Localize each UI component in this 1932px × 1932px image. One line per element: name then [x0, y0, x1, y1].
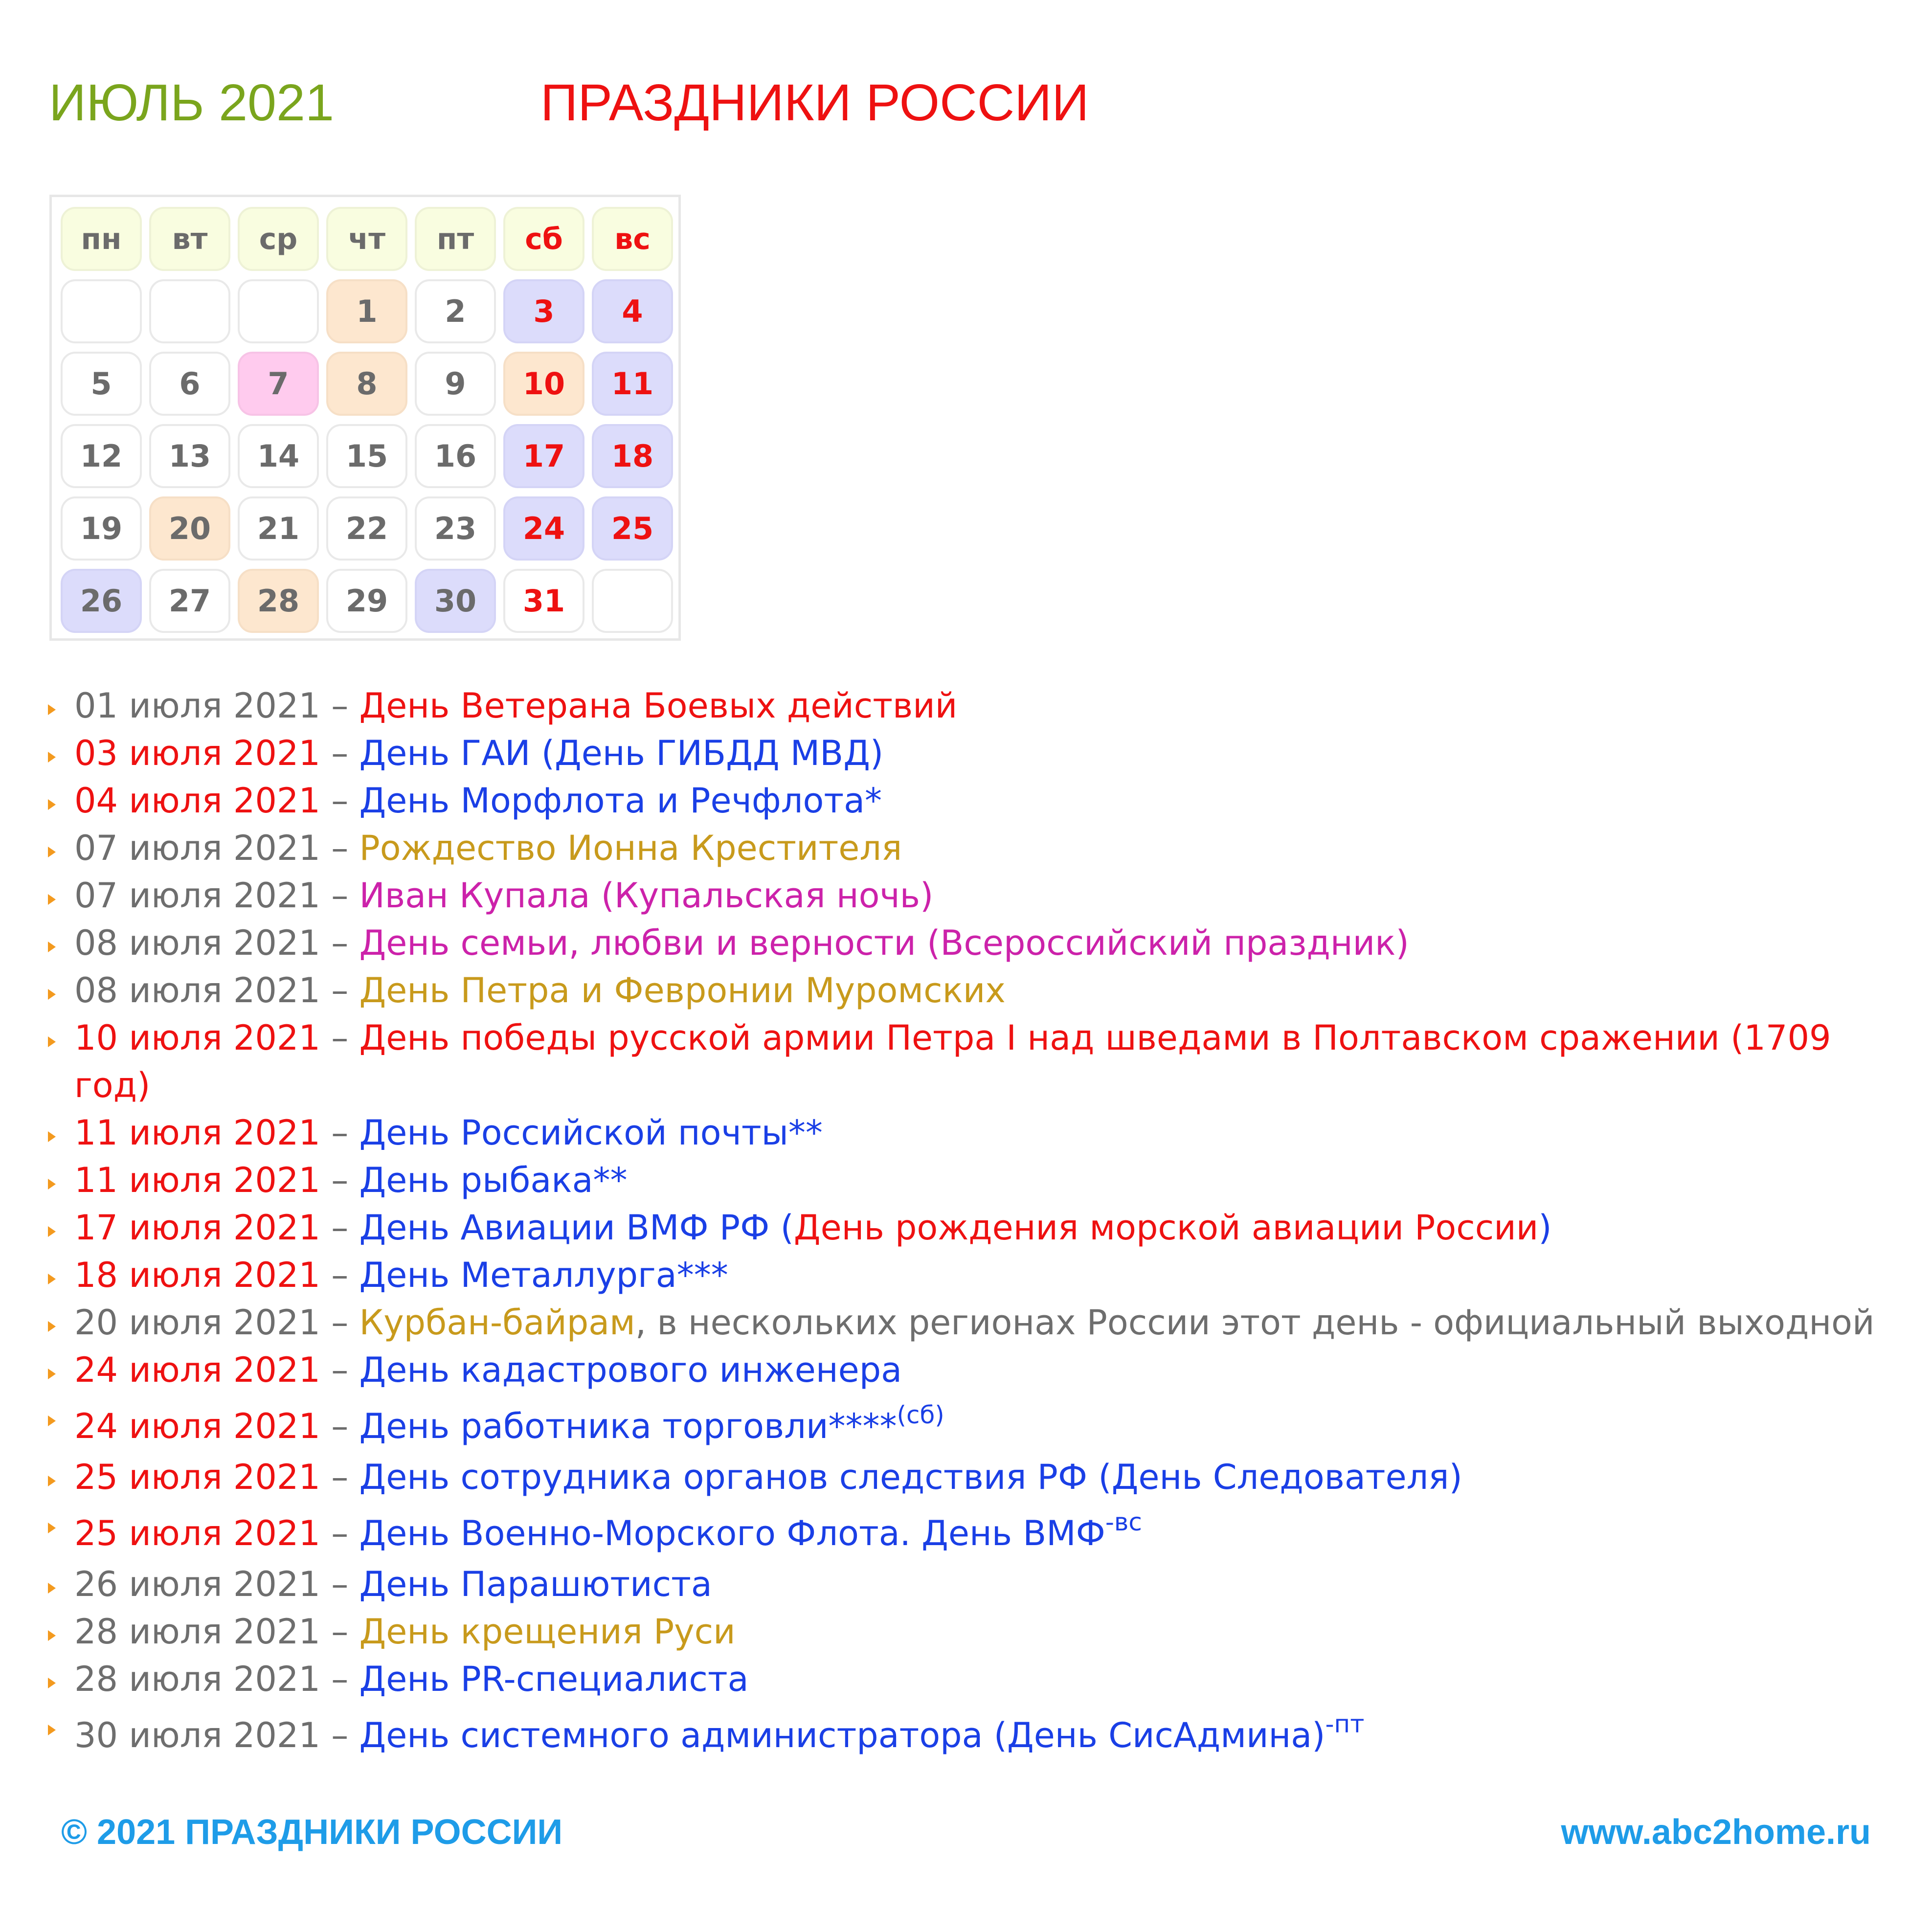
weekday-fri: пт: [415, 207, 496, 271]
event-title: День Петра и Февронии Муромских: [359, 970, 1006, 1011]
event-dash: –: [320, 1406, 359, 1446]
day-cell: 16: [415, 424, 496, 488]
month-calendar: [49, 195, 681, 641]
weekday-tue: вт: [149, 207, 230, 271]
day-cell: 24: [503, 496, 584, 561]
day-cell: 10: [503, 352, 584, 416]
day-cell: 27: [149, 569, 230, 633]
list-item: [0, 1403, 1932, 1454]
event-title: День семьи, любви и верности (Всероссийский праздник): [359, 923, 1409, 963]
event-superscript: (сб): [897, 1401, 944, 1429]
list-item: [0, 1299, 1932, 1347]
event-date: 08 июля 2021: [74, 923, 320, 963]
event-dash: –: [320, 1457, 359, 1497]
day-cell: 1: [326, 279, 407, 343]
event-date: 07 июля 2021: [74, 876, 320, 916]
list-item: [0, 1561, 1932, 1608]
day-cell: 25: [592, 496, 673, 561]
event-date: 07 июля 2021: [74, 828, 320, 868]
list-item: [0, 1656, 1932, 1703]
day-cell: 4: [592, 279, 673, 343]
day-cell: 8: [326, 352, 407, 416]
event-title: День системного администратора (День СисАдмина): [359, 1715, 1325, 1755]
day-cell: 19: [61, 496, 142, 561]
day-cell: 21: [238, 496, 319, 561]
event-date: 11 июля 2021: [74, 1160, 320, 1200]
event-date: 08 июля 2021: [74, 970, 320, 1011]
day-cell: 6: [149, 352, 230, 416]
event-dash: –: [320, 1350, 359, 1390]
day-cell: 7: [238, 352, 319, 416]
event-title-note: День рождения морской авиации России: [793, 1208, 1539, 1248]
day-cell: 28: [238, 569, 319, 633]
event-dash: –: [320, 1303, 359, 1343]
list-item: [0, 1347, 1932, 1394]
event-dash: –: [320, 781, 359, 821]
event-date: 10 июля 2021: [74, 1018, 320, 1058]
event-dash: –: [320, 1715, 359, 1755]
day-cell: 26: [61, 569, 142, 633]
event-title: День кадастрового инженера: [359, 1350, 902, 1390]
event-dash: –: [320, 1513, 359, 1553]
event-title: День работника торговли****: [359, 1406, 897, 1446]
day-empty: [592, 569, 673, 633]
list-item: [0, 777, 1932, 825]
holiday-list: [0, 682, 1932, 1763]
day-cell: 13: [149, 424, 230, 488]
event-dash: –: [320, 1208, 359, 1248]
list-item: [0, 872, 1932, 920]
event-superscript: -вс: [1105, 1508, 1142, 1536]
list-item: [0, 1454, 1932, 1501]
footer-copyright: © 2021 ПРАЗДНИКИ РОССИИ: [61, 1813, 563, 1852]
footer-site-link[interactable]: www.abc2home.ru: [1561, 1813, 1871, 1852]
month-title: ИЮЛЬ 2021: [49, 74, 334, 132]
day-cell: 3: [503, 279, 584, 343]
event-date: 11 июля 2021: [74, 1113, 320, 1153]
day-cell: 12: [61, 424, 142, 488]
event-date: 28 июля 2021: [74, 1659, 320, 1699]
list-item: [0, 1252, 1932, 1299]
weekday-sat: сб: [503, 207, 584, 271]
event-superscript: -пт: [1325, 1710, 1365, 1738]
weekday-mon: пн: [61, 207, 142, 271]
event-title: Иван Купала (Купальская ночь): [359, 876, 934, 916]
event-title-end: ): [1538, 1208, 1552, 1248]
event-dash: –: [320, 686, 359, 726]
day-cell: 23: [415, 496, 496, 561]
event-dash: –: [320, 1564, 359, 1604]
day-empty: [149, 279, 230, 343]
list-item: [0, 920, 1932, 967]
list-item: [0, 967, 1932, 1014]
day-cell: 5: [61, 352, 142, 416]
event-date: 30 июля 2021: [74, 1715, 320, 1755]
day-cell: 20: [149, 496, 230, 561]
list-item: [0, 730, 1932, 777]
page-title: ПРАЗДНИКИ РОССИИ: [540, 74, 1089, 132]
event-date: 01 июля 2021: [74, 686, 320, 726]
event-dash: –: [320, 1255, 359, 1295]
event-title: День Металлурга***: [359, 1255, 728, 1295]
day-cell: 2: [415, 279, 496, 343]
list-item: [0, 825, 1932, 872]
event-date: 24 июля 2021: [74, 1350, 320, 1390]
event-date: 18 июля 2021: [74, 1255, 320, 1295]
day-cell: 17: [503, 424, 584, 488]
list-item: [0, 1157, 1932, 1204]
event-title: День Российской почты**: [359, 1113, 823, 1153]
list-item: [0, 1608, 1932, 1656]
list-item: [0, 1109, 1932, 1157]
event-date: 25 июля 2021: [74, 1457, 320, 1497]
day-cell: 22: [326, 496, 407, 561]
list-item: [0, 1014, 1932, 1109]
event-dash: –: [320, 1113, 359, 1153]
event-date: 24 июля 2021: [74, 1406, 320, 1446]
event-date: 26 июля 2021: [74, 1564, 320, 1604]
event-title: День Авиации ВМФ РФ (: [359, 1208, 794, 1248]
event-date: 20 июля 2021: [74, 1303, 320, 1343]
list-item: [0, 682, 1932, 730]
event-dash: –: [320, 1612, 359, 1652]
event-dash: –: [320, 1160, 359, 1200]
event-title: День Морфлота и Речфлота*: [359, 781, 882, 821]
day-cell: 29: [326, 569, 407, 633]
event-date: 17 июля 2021: [74, 1208, 320, 1248]
event-title: День крещения Руси: [359, 1612, 736, 1652]
event-title: День PR-специалиста: [359, 1659, 749, 1699]
event-date: 28 июля 2021: [74, 1612, 320, 1652]
weekday-wed: ср: [238, 207, 319, 271]
event-dash: –: [320, 876, 359, 916]
event-dash: –: [320, 970, 359, 1011]
event-date: 25 июля 2021: [74, 1513, 320, 1553]
day-cell: 14: [238, 424, 319, 488]
event-dash: –: [320, 828, 359, 868]
day-cell: 9: [415, 352, 496, 416]
day-empty: [61, 279, 142, 343]
day-cell: 11: [592, 352, 673, 416]
weekday-sun: вс: [592, 207, 673, 271]
event-title: День Ветерана Боевых действий: [359, 686, 958, 726]
event-title: День победы русской армии Петра I над шведами в Полтавском сражении (1709 год): [74, 1018, 1831, 1105]
event-date: 04 июля 2021: [74, 781, 320, 821]
event-title: Рождество Ионна Крестителя: [359, 828, 902, 868]
list-item: [0, 1204, 1932, 1252]
event-title: День Военно-Морского Флота. День ВМФ: [359, 1513, 1105, 1553]
event-note: , в нескольких регионах России этот день - официальный выходной: [635, 1303, 1875, 1343]
day-cell: 30: [415, 569, 496, 633]
event-dash: –: [320, 733, 359, 773]
event-title: День сотрудника органов следствия РФ (День Следователя): [359, 1457, 1462, 1497]
event-title: День рыбака**: [359, 1160, 628, 1200]
event-title: День ГАИ (День ГИБДД МВД): [359, 733, 884, 773]
day-cell: 31: [503, 569, 584, 633]
list-item: [0, 1712, 1932, 1763]
event-dash: –: [320, 1659, 359, 1699]
event-title: Курбан-байрам: [359, 1303, 635, 1343]
weekday-thu: чт: [326, 207, 407, 271]
event-title: День Парашютиста: [359, 1564, 712, 1604]
day-empty: [238, 279, 319, 343]
list-item: [0, 1510, 1932, 1561]
day-cell: 18: [592, 424, 673, 488]
event-dash: –: [320, 1018, 359, 1058]
day-cell: 15: [326, 424, 407, 488]
event-date: 03 июля 2021: [74, 733, 320, 773]
event-dash: –: [320, 923, 359, 963]
